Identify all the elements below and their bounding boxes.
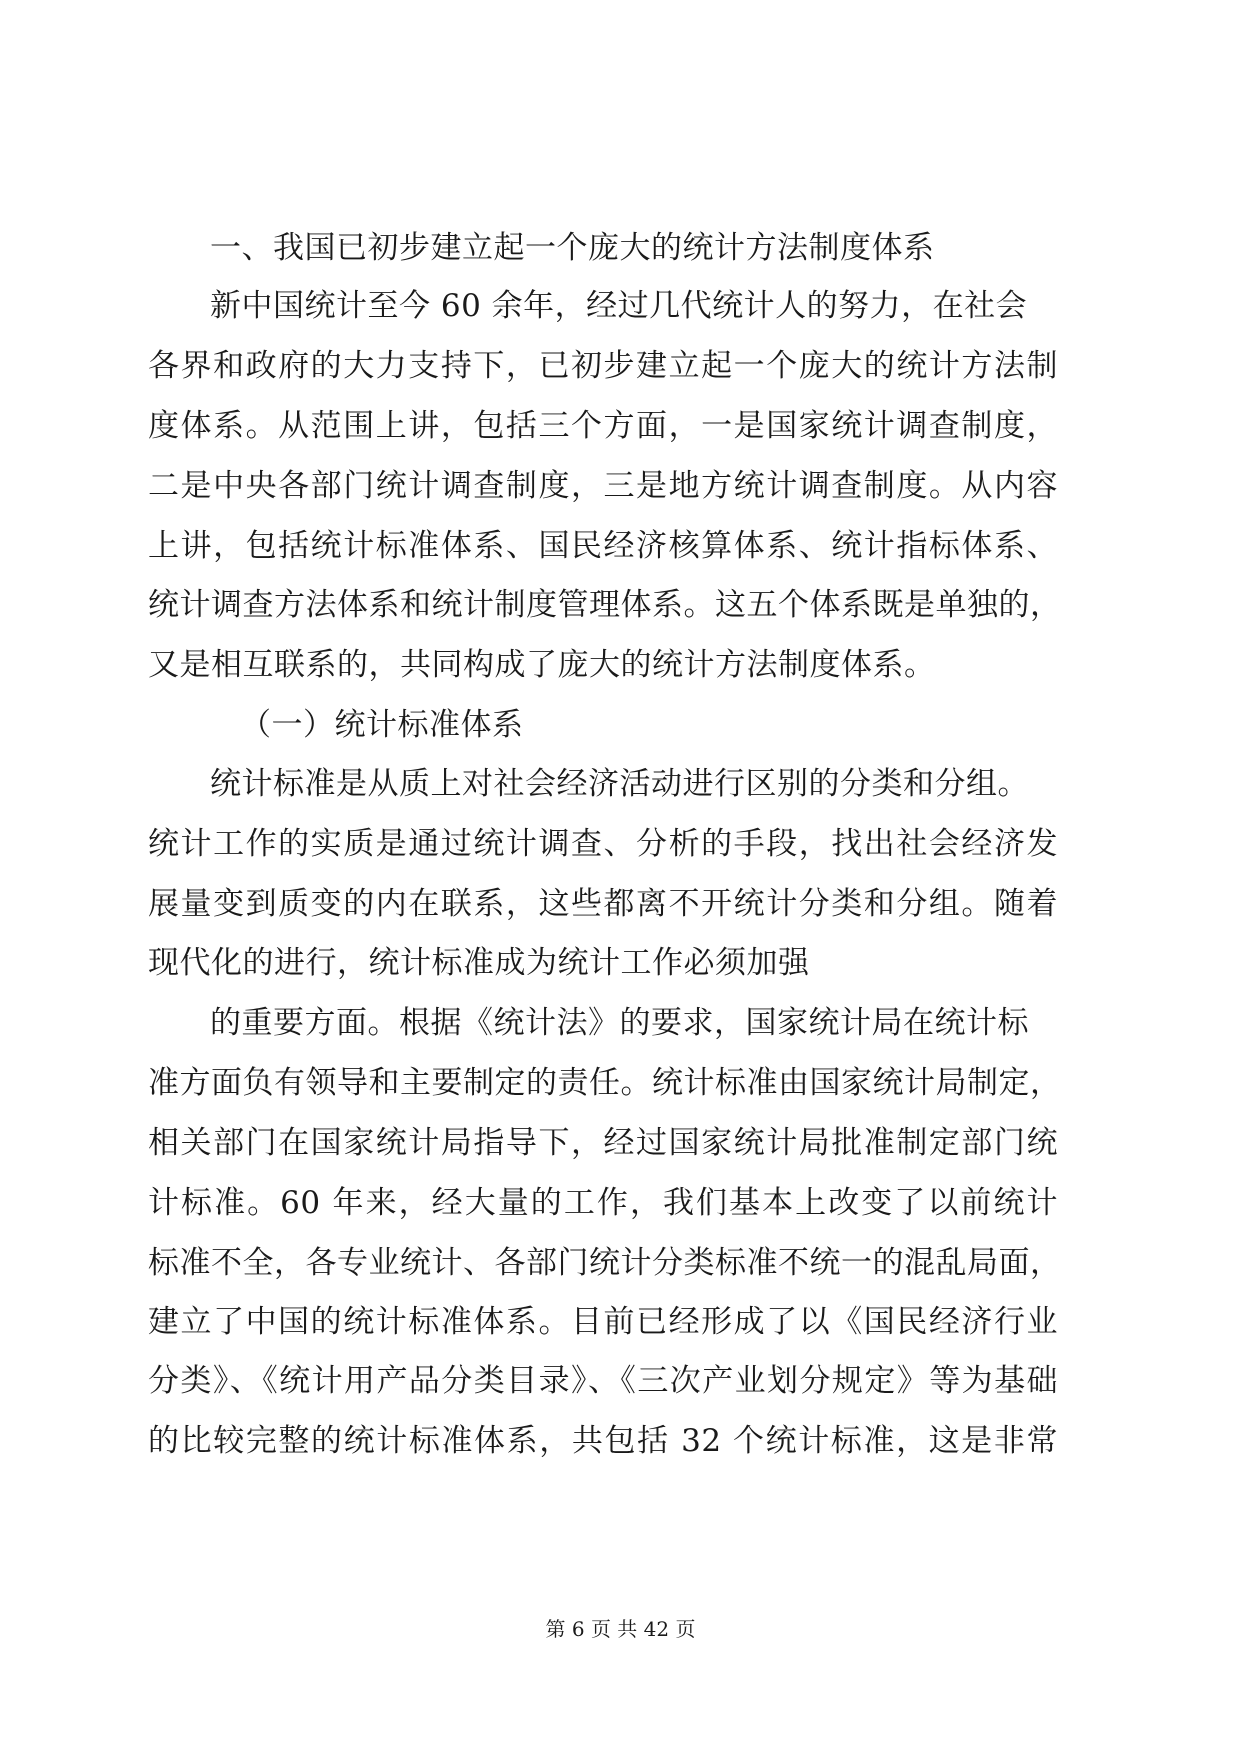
paragraph-line: 新中国统计至今 60 余年，经过几代统计人的努力，在社会 xyxy=(210,288,1028,324)
paragraph-line: 统计工作的实质是通过统计调查、分析的手段，找出社会经济发 xyxy=(148,826,1058,862)
paragraph-line: 上讲，包括统计标准体系、国民经济核算体系、统计指标体系、 xyxy=(148,528,1058,564)
paragraph-line: 建立了中国的统计标准体系。目前已经形成了以《国民经济行业 xyxy=(148,1304,1058,1340)
paragraph-line: 二是中央各部门统计调查制度，三是地方统计调查制度。从内容 xyxy=(148,468,1058,504)
paragraph-line: 相关部门在国家统计局指导下，经过国家统计局批准制定部门统 xyxy=(148,1125,1058,1161)
paragraph-line: 准方面负有领导和主要制定的责任。统计标准由国家统计局制定， xyxy=(148,1065,1062,1101)
paragraph-line: 现代化的进行，统计标准成为统计工作必须加强 xyxy=(148,945,810,981)
paragraph-line: 度体系。从范围上讲，包括三个方面，一是国家统计调查制度， xyxy=(148,408,1058,444)
page-number-footer: 第 6 页 共 42 页 xyxy=(545,1617,696,1641)
section-heading: 一、我国已初步建立起一个庞大的统计方法制度体系 xyxy=(210,230,935,266)
paragraph-line: 统计标准是从质上对社会经济活动进行区别的分类和分组。 xyxy=(210,766,1029,802)
subsection-heading: （一）统计标准体系 xyxy=(240,707,524,743)
paragraph-line: 的重要方面。根据《统计法》的要求，国家统计局在统计标 xyxy=(210,1005,1029,1041)
paragraph-line: 的比较完整的统计标准体系，共包括 32 个统计标准，这是非常 xyxy=(148,1423,1058,1459)
paragraph-line: 展量变到质变的内在联系，这些都离不开统计分类和分组。随着 xyxy=(148,886,1058,922)
paragraph-line: 各界和政府的大力支持下，已初步建立起一个庞大的统计方法制 xyxy=(148,348,1058,384)
paragraph-line: 分类》、《统计用产品分类目录》、《三次产业划分规定》等为基础 xyxy=(148,1363,1058,1399)
paragraph-line: 计标准。60 年来，经大量的工作，我们基本上改变了以前统计 xyxy=(148,1185,1058,1221)
paragraph-line: 又是相互联系的，共同构成了庞大的统计方法制度体系。 xyxy=(148,647,936,683)
paragraph-line: 标准不全，各专业统计、各部门统计分类标准不统一的混乱局面， xyxy=(148,1245,1062,1281)
paragraph-line: 统计调查方法体系和统计制度管理体系。这五个体系既是单独的， xyxy=(148,587,1062,623)
